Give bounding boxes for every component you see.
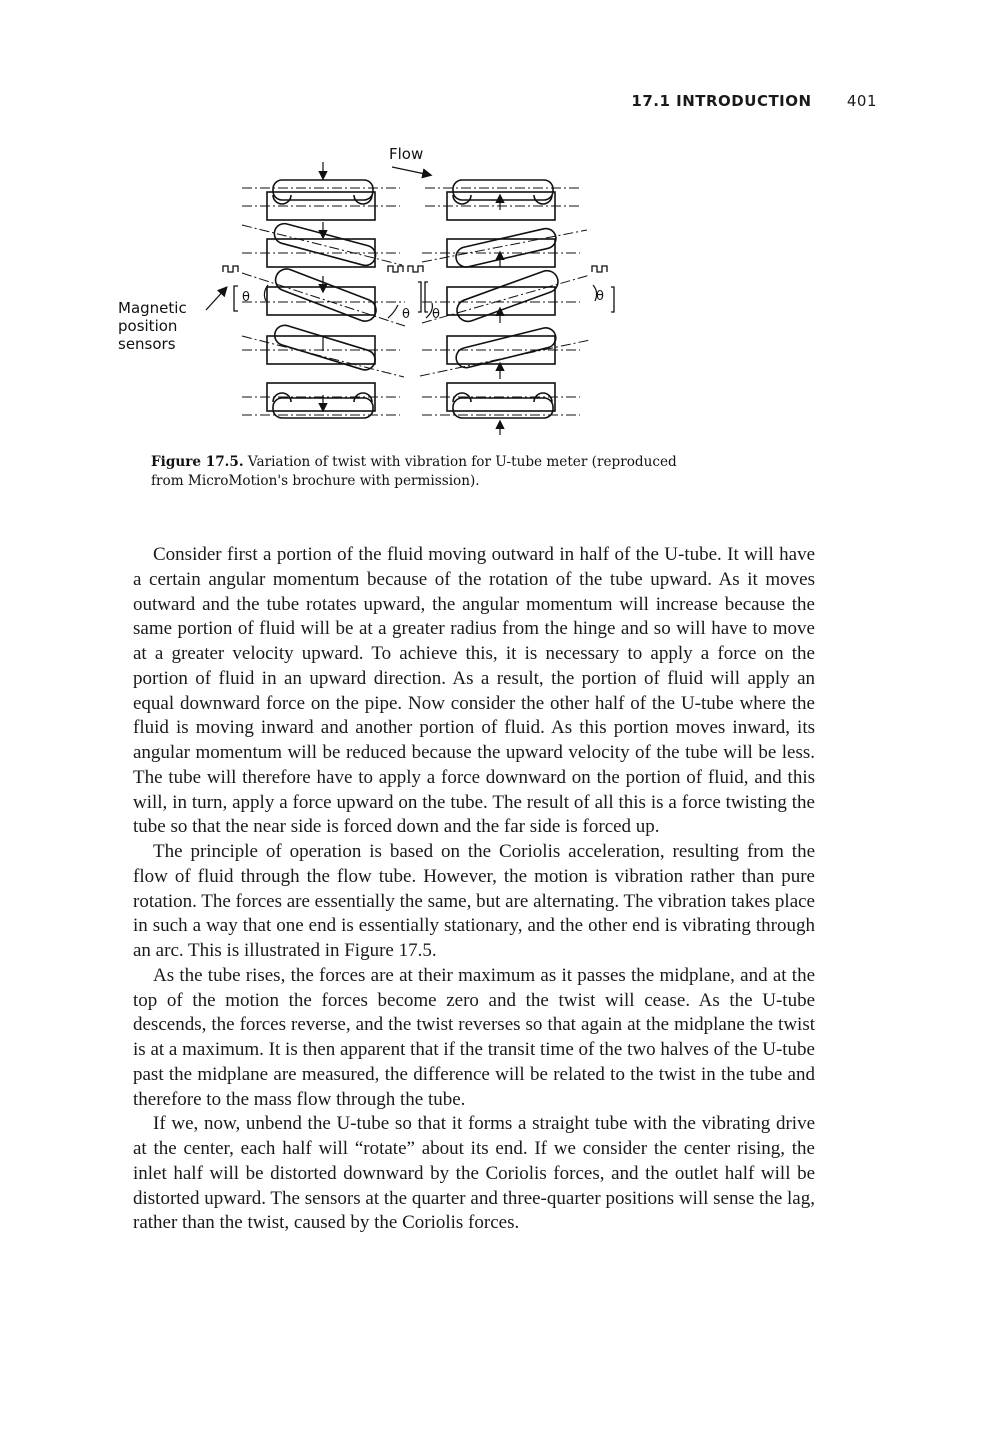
right-row-1 (425, 180, 580, 220)
right-row-4 (420, 326, 590, 379)
theta-label: θ (242, 290, 250, 305)
theta-label: θ (402, 307, 410, 322)
figure-utube-twist (110, 140, 630, 450)
right-row-5 (422, 383, 580, 435)
sensor-label-line-2: position (118, 317, 178, 335)
section-title: 17.1 INTRODUCTION (631, 92, 812, 110)
caption-label: Figure 17.5. (151, 454, 244, 470)
paragraph-2: The principle of operation is based on the Coriolis acceleration, resulting from the flow of fluid through the flow tube. However, the motion is vibration rather than pure rotation. The forces are essentially the same, but are alternating. The vibration takes place in such a way that one end is essentially stationary, and the other end is vibrating through an arc. This is illustrated in Figure 17.5. (133, 841, 815, 961)
right-row-2 (422, 227, 587, 269)
utube-diagram (110, 140, 630, 450)
sensor-pointer-arrow-icon (206, 288, 226, 310)
flow-label: Flow (389, 145, 424, 163)
left-row-2 (242, 221, 402, 267)
left-row-3 (242, 266, 405, 326)
sensor-label-line-3: sensors (118, 335, 176, 353)
sensor-label-line-1: Magnetic (118, 299, 187, 317)
paragraph-3: As the tube rises, the forces are at their maximum as it passes the midplane, and at the top of the motion the forces become zero and the twist will cease. As the U-tube descends, the forces reverse, and the twist reverses so that again at the midplane the twist is at a maximum. It is then apparent that if the transit time of the two halves of the U-tube past the midplane are measured, the difference will be related to the twist in the tube and therefore to the mass flow through the tube. (133, 964, 815, 1110)
caption-text: Variation of twist with vibration for U-tube meter (reproduced from MicroMotion's brochure with permission). (151, 454, 677, 489)
paragraph-4: If we, now, unbend the U-tube so that it forms a straight tube with the vibrating drive at the center, each half will “rotate” about its end. If we consider the center rising, the inlet half will be distorted downward by the Coriolis forces, and the outlet half will be distorted upward. The sensors at the quarter and three-quarter positions will sense the lag, rather than the twist, caused by the Coriolis forces. (133, 1113, 815, 1234)
paragraph-1: Consider first a portion of the fluid moving outward in half of the U-tube. It will have a certain angular momentum because of the rotation of the tube upward. As it moves outward and the tube rotates upward, the angular momentum will increase because the same portion of fluid will be at a greater radius from the hinge and so will have to move at a greater velocity upward. To achieve this, it is necessary to apply a force on the portion of fluid in an upward direction. As a result, the portion of fluid will apply an equal downward force on the pipe. Now consider the other half of the U-tube where the fluid is moving inward and another portion of fluid. As this portion moves inward, its angular momentum will be reduced because the upward velocity of the tube will be less. The tube will therefore have to apply a force downward on the portion of fluid, and this will, in turn, apply a force upward on the tube. The result of all this is a force twisting the tube so that the near side is forced down and the far side is forced up. (133, 544, 815, 838)
theta-label: θ (596, 289, 604, 304)
right-row-3 (422, 268, 590, 325)
left-row-1 (242, 162, 400, 220)
running-head (0, 92, 877, 110)
figure-caption (151, 453, 711, 491)
theta-label: θ (432, 307, 440, 322)
flow-arrow-icon (392, 167, 430, 175)
page-number: 401 (846, 92, 877, 110)
left-row-5 (242, 383, 400, 418)
body-text (133, 543, 815, 1236)
left-row-4 (242, 323, 404, 377)
